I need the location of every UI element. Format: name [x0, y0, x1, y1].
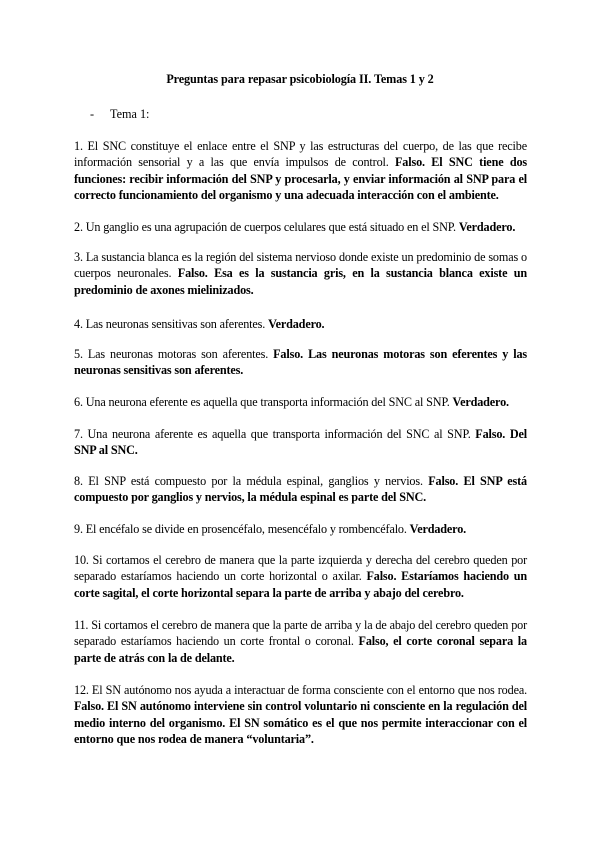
question-5 — [74, 346, 527, 379]
question-text: 3. La sustancia blanca es la región del sistema nervioso donde existe un predominio de somas o cuerpos neuronales. — [74, 250, 527, 281]
question-text: 5. Las neuronas motoras son aferentes. — [74, 347, 274, 361]
document-title: Preguntas para repasar psicobiología II. Temas 1 y 2 — [166, 72, 434, 86]
question-answer: Falso. Estaríamos haciendo un corte sagital, el corte horizontal separa la parte de arriba y abajo del cerebro. — [74, 569, 527, 600]
question-text: 6. Una neurona eferente es aquella que transporta información del SNC al SNP. — [74, 395, 453, 409]
question-answer: Falso. Del SNP al SNC. — [74, 427, 527, 458]
question-10 — [74, 552, 527, 601]
question-12 — [74, 682, 527, 748]
question-text: 1. El SNC constituye el enlace entre el SNP y las estructuras del cuerpo, de las que recibe información sensorial y a las que envía impulsos de control. — [74, 139, 527, 170]
question-answer: Falso. El SN autónomo interviene sin control voluntario ni consciente en la regulación del medio interno del organismo. El SN somático es el que nos permite interaccionar con el entorno que nos rodea de manera “voluntaria”. — [74, 699, 527, 747]
question-text: 4. Las neuronas sensitivas son aferentes. — [74, 317, 269, 331]
question-answer: Falso. Esa es la sustancia gris, en la sustancia blanca existe un predominio de axones mielinizados. — [74, 266, 527, 297]
question-8 — [74, 473, 527, 506]
question-4 — [74, 316, 527, 332]
question-answer: Falso. El SNP está compuesto por ganglios y nervios, la médula espinal es parte del SNC. — [74, 474, 527, 505]
question-text: 11. Si cortamos el cerebro de manera que la parte de arriba y la de abajo del cerebro queden por separado estaríamos haciendo un corte frontal o coronal. — [74, 618, 527, 649]
question-1 — [74, 138, 527, 204]
question-3 — [74, 249, 527, 298]
question-text: 2. Un ganglio es una agrupación de cuerpos celulares que está situado en el SNP. — [74, 220, 459, 234]
question-text: 12. El SN autónomo nos ayuda a interactuar de forma consciente con el entorno que nos rodea. — [74, 683, 527, 697]
question-text: 7. Una neurona aferente es aquella que transporta información del SNC al SNP. — [74, 427, 476, 441]
question-answer: Falso. Las neuronas motoras son eferentes y las neuronas sensitivas son aferentes. — [74, 347, 527, 378]
question-answer: Verdadero. — [409, 522, 467, 536]
question-6 — [74, 394, 527, 410]
topic-label: Tema 1: — [110, 107, 150, 121]
question-9 — [74, 521, 527, 537]
question-text: 10. Si cortamos el cerebro de manera que la parte izquierda y derecha del cerebro queden por separado estaríamos haciendo un corte horizontal o axilar. — [74, 553, 527, 584]
question-text: 8. El SNP está compuesto por la médula espinal, ganglios y nervios. — [74, 474, 429, 488]
question-2 — [74, 219, 527, 235]
question-answer: Falso. El SNC tiene dos funciones: recibir información del SNP y procesarla, y enviar información al SNP para el correcto funcionamiento del organismo y una adecuada interacción con el ambiente. — [74, 155, 527, 203]
question-11 — [74, 617, 527, 666]
bullet-dash: - — [90, 107, 95, 121]
question-answer: Verdadero. — [268, 317, 325, 331]
question-7 — [74, 426, 527, 459]
topic-heading — [90, 107, 149, 122]
question-text: 9. El encéfalo se divide en prosencéfalo, mesencéfalo y rombencéfalo. — [74, 522, 410, 536]
question-answer: Verdadero. — [452, 395, 509, 409]
question-answer: Verdadero. — [458, 220, 516, 234]
question-answer: Falso, el corte coronal separa la parte de atrás con la de delante. — [74, 634, 527, 665]
